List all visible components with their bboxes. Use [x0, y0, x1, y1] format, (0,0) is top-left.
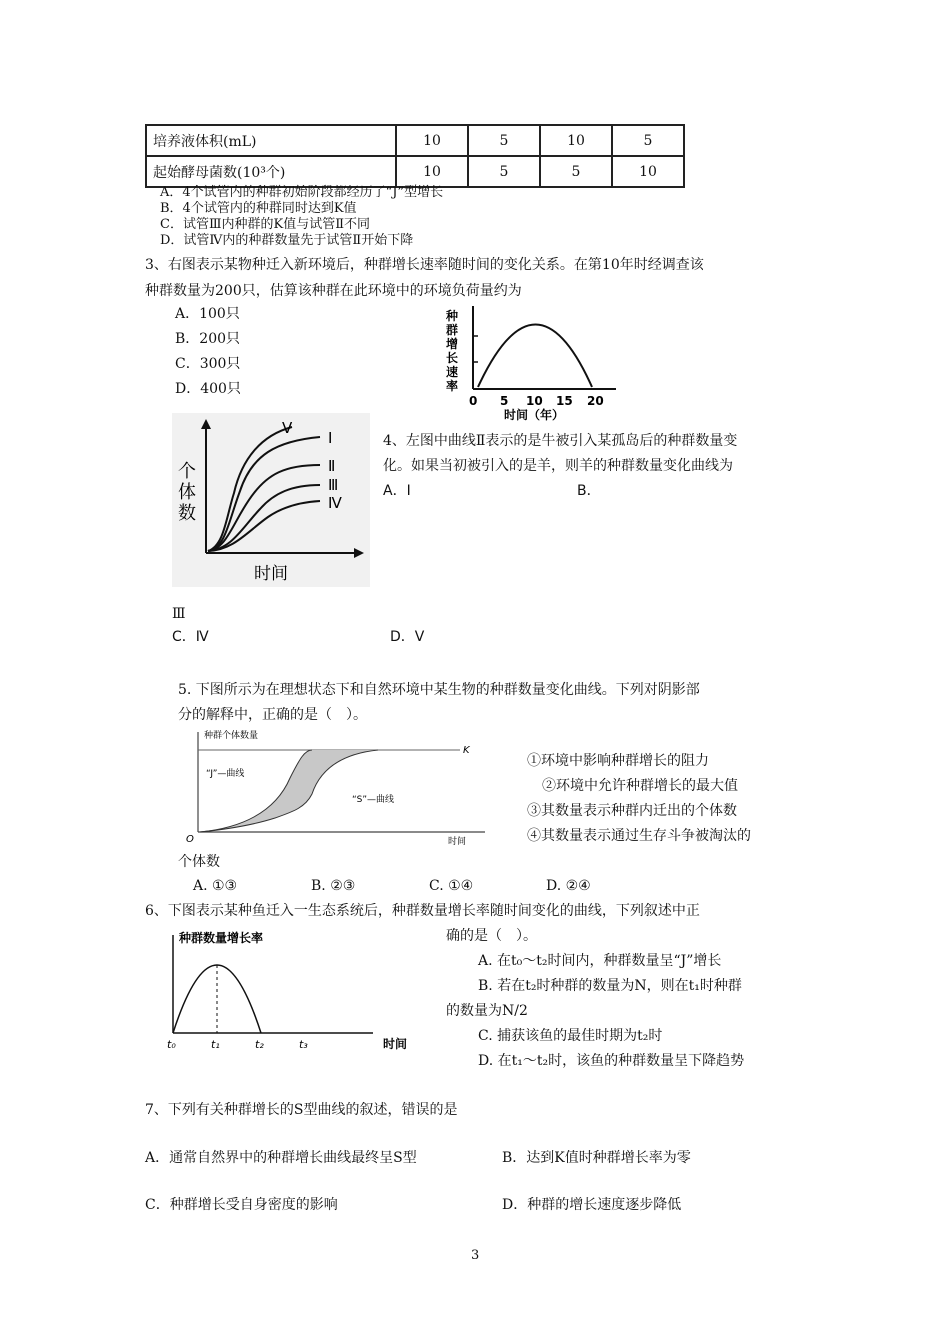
q4-curve-label: Ⅳ	[328, 494, 342, 512]
q6-option-d: D. 在t₁～t₂时，该鱼的种群数量呈下降趋势	[478, 1053, 745, 1069]
table-cell: 5	[612, 125, 684, 156]
q3-chart-ylabel-4: 长	[446, 351, 459, 365]
q3-chart-tick: 5	[500, 394, 509, 408]
q3-option-c: C．300只	[175, 356, 241, 372]
q6-option-c: C. 捕获该鱼的最佳时期为t₂时	[478, 1028, 663, 1044]
q4-chart-xlabel: 时间	[254, 564, 288, 584]
q6-stem-line1: 6、下图表示某种鱼迁入一生态系统后，种群数量增长率随时间变化的曲线，下列叙述中正	[145, 903, 700, 919]
table-cell: 培养液体积(mL)	[146, 125, 396, 156]
table-row	[146, 125, 684, 156]
q3-stem-line1: 3、右图表示某物种迁入新环境后，种群增长速率随时间的变化关系。在第10年时经调查该	[145, 257, 704, 273]
q5-option-c: C. ①④	[429, 878, 474, 894]
q5-chart-xlabel: 时间	[448, 837, 467, 847]
q4-stem-line1: 4、左图中曲线Ⅱ表示的是牛被引入某孤岛后的种群数量变	[383, 433, 738, 449]
q3-chart-ylabel-5: 速	[446, 365, 459, 379]
q5-option-b: B. ②③	[311, 878, 356, 894]
q4-curve-label: Ⅱ	[328, 457, 336, 475]
q6-chart-ylabel: 种群数量增长率	[179, 931, 264, 945]
q3-chart-ylabel-1: 种	[446, 309, 459, 323]
q5-chart-k-label: K	[463, 745, 470, 756]
q5-chart-origin: O	[186, 834, 194, 845]
q4-chart-ylabel-3: 数	[178, 503, 196, 524]
table-cell: 起始酵母菌数(10³个)	[146, 156, 396, 187]
q6-chart-xlabel: 时间	[383, 1037, 408, 1051]
q3-chart-tick: 15	[556, 394, 573, 408]
q4-option-a: A．Ⅰ	[383, 483, 411, 499]
q3-chart-ylabel-2: 群	[446, 323, 459, 337]
q7-stem: 7、下列有关种群增长的S型曲线的叙述，错误的是	[145, 1102, 458, 1118]
q7-option-c: C．种群增长受自身密度的影响	[145, 1197, 338, 1213]
q6-growth-rate-chart	[163, 927, 423, 1053]
q5-stem-line2: 分的解释中，正确的是（ ）。	[178, 707, 367, 723]
q3-chart-curve	[478, 325, 592, 388]
q5-chart-ylabel: 种群个体数量	[204, 731, 259, 741]
q4-stem-line2: 化。如果当初被引入的是羊，则羊的种群数量变化曲线为	[383, 458, 733, 474]
q5-j-s-curve-chart	[180, 728, 490, 848]
q6-chart-tick: t₃	[299, 1038, 308, 1051]
q3-chart-tick: 10	[526, 394, 543, 408]
table-cell: 5	[540, 156, 612, 187]
q3-growth-rate-chart	[440, 302, 620, 424]
q5-item-4: ④其数量表示通过生存斗争被淘汰的	[527, 828, 751, 844]
table-cell: 5	[468, 125, 540, 156]
q3-chart-xlabel: 时间（年）	[504, 408, 565, 422]
q2-option-b: B．4个试管内的种群同时达到K值	[160, 201, 357, 216]
q5-option-a: A. ①③	[193, 878, 238, 894]
q5-j-label: “J”—曲线	[206, 769, 245, 779]
q7-option-b: B．达到K值时种群增长率为零	[502, 1150, 691, 1166]
table-cell: 10	[540, 125, 612, 156]
q5-item-2: ②环境中允许种群增长的最大值	[542, 778, 738, 794]
q4-option-c: C．Ⅳ	[172, 629, 209, 645]
data-table	[145, 124, 685, 188]
q5-s-label: “S”—曲线	[352, 795, 395, 805]
q5-item-3: ③其数量表示种群内迁出的个体数	[527, 803, 737, 819]
table-row	[146, 156, 684, 187]
q4-chart-ylabel-1: 个	[178, 461, 196, 482]
q3-stem-line2: 种群数量为200只，估算该种群在此环境中的环境负荷量约为	[145, 283, 522, 299]
q6-stem-line2: 确的是（ ）。	[446, 928, 537, 944]
q6-option-b: B. 若在t₂时种群的数量为N，则在t₁时种群	[478, 978, 742, 994]
q6-chart-tick: t₀	[167, 1038, 176, 1051]
table-cell: 10	[396, 156, 468, 187]
q3-option-d: D．400只	[175, 381, 241, 397]
q4-curve-label: Ⅴ	[282, 419, 293, 437]
q7-option-a: A．通常自然界中的种群增长曲线最终呈S型	[145, 1150, 417, 1166]
q4-curve-label: Ⅰ	[328, 429, 333, 447]
q3-chart-tick: 20	[587, 394, 604, 408]
q2-option-a: A．4个试管内的种群初始阶段都经历了“J”型增长	[160, 185, 444, 200]
q3-chart-ylabel-6: 率	[446, 379, 459, 393]
q6-chart-tick: t₂	[255, 1038, 264, 1051]
table-cell: 10	[396, 125, 468, 156]
q3-option-b: B．200只	[175, 331, 241, 347]
q4-curve-label: Ⅲ	[328, 476, 339, 494]
q6-option-a: A. 在t₀～t₂时间内，种群数量呈“J”增长	[478, 953, 722, 969]
q4-chart-ylabel-2: 体	[178, 482, 196, 503]
q4-option-b-cont: Ⅲ	[172, 606, 186, 622]
q6-option-b-cont: 的数量为N/2	[446, 1003, 528, 1019]
q7-option-d: D．种群的增长速度逐步降低	[502, 1197, 682, 1213]
q4-option-b: B．	[577, 483, 601, 499]
q2-option-d: D．试管Ⅳ内的种群数量先于试管Ⅱ开始下降	[160, 233, 414, 248]
table-cell: 10	[612, 156, 684, 187]
q5-stem-line1: 5. 下图所示为在理想状态下和自然环境中某生物的种群数量变化曲线。下列对阴影部	[178, 682, 700, 698]
q6-chart-tick: t₁	[211, 1038, 220, 1051]
q6-chart-curve	[173, 965, 261, 1033]
q5-item-4-cont: 个体数	[178, 854, 220, 870]
q3-chart-tick: 0	[469, 394, 478, 408]
q5-shaded-area	[200, 750, 378, 832]
q5-item-1: ①环境中影响种群增长的阻力	[527, 753, 709, 769]
q5-option-d: D. ②④	[546, 878, 591, 894]
page-number: 3	[471, 1248, 480, 1263]
table-cell: 5	[468, 156, 540, 187]
q3-option-a: A．100只	[175, 306, 240, 322]
q4-option-d: D．Ⅴ	[390, 629, 425, 645]
q3-chart-ylabel-3: 增	[446, 337, 459, 351]
q2-option-c: C．试管Ⅲ内种群的K值与试管Ⅱ不同	[160, 217, 371, 232]
q4-population-curves-chart	[172, 413, 370, 587]
